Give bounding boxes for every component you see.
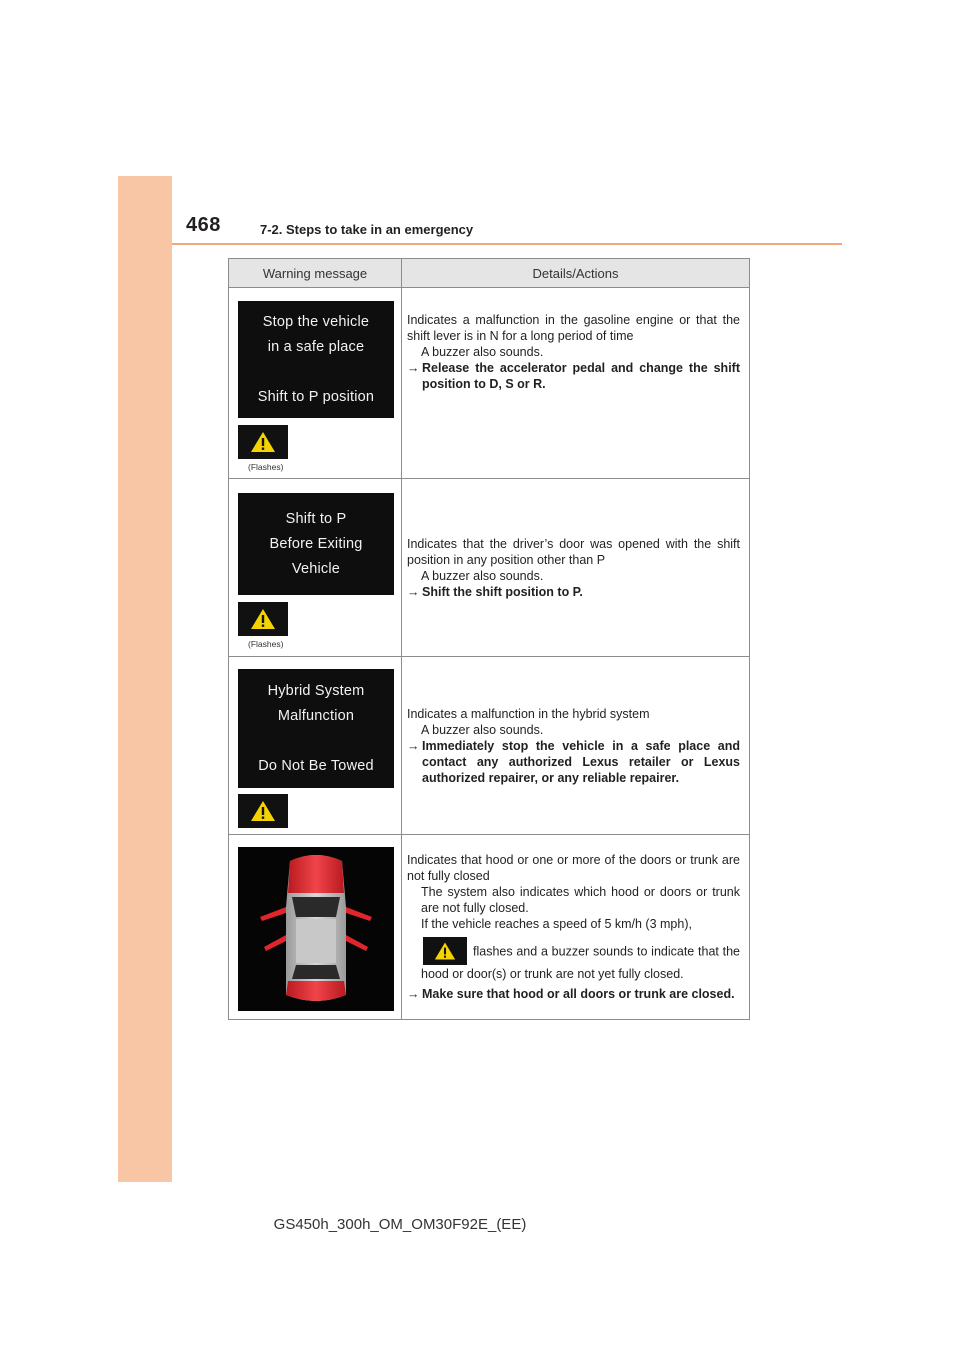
flash-label: (Flashes) <box>248 639 284 649</box>
flash-label: (Flashes) <box>248 462 284 472</box>
header-details-actions: Details/Actions <box>402 259 750 288</box>
header-warning-message: Warning message <box>229 259 402 288</box>
details-cell <box>402 288 750 479</box>
screen-line: Vehicle <box>291 560 341 577</box>
description: Indicates that the driver’s door was opened with the shift position in any position other than P <box>407 536 740 567</box>
warning-message-table <box>228 258 750 1020</box>
screen-line: Malfunction <box>277 707 355 724</box>
warning-indicator <box>238 602 288 636</box>
note-text: If the vehicle reaches a speed of 5 km/h (3 mph), <box>421 917 692 931</box>
note <box>407 916 740 982</box>
note: A buzzer also sounds. <box>421 722 544 737</box>
description: Indicates that hood or one or more of the doors or trunk are not fully closed <box>407 853 740 883</box>
screen-line: Shift to P position <box>257 388 375 405</box>
action-text: Immediately stop the vehicle in a safe place and contact any authorized Lexus retailer or Lexus authorized repairer, or any reliable repairer. <box>422 738 740 785</box>
action <box>407 584 740 600</box>
car-open-doors-icon <box>238 847 394 1011</box>
screen-line: in a safe place <box>267 338 365 355</box>
note: The system also indicates which hood or doors or trunk are not fully closed. <box>421 885 740 915</box>
arrow-icon: → <box>407 361 420 375</box>
car-open-doors-display <box>238 847 394 1011</box>
warning-triangle-icon <box>250 431 276 453</box>
details-cell <box>402 657 750 835</box>
arrow-icon: → <box>407 738 420 753</box>
side-tab-strip <box>118 176 172 1182</box>
arrow-icon: → <box>407 584 420 599</box>
page-number: 468 <box>186 214 221 236</box>
action-text: Make sure that hood or all doors or trunk are closed. <box>422 987 735 1001</box>
table-row <box>229 479 750 657</box>
note-text: flashes and a buzzer sounds to indicate that the hood or door(s) or trunk are not yet fully closed. <box>421 944 740 981</box>
details-cell <box>402 479 750 657</box>
table-header-row <box>229 259 750 288</box>
section-title: 7-2. Steps to take in an emergency <box>260 222 474 237</box>
footer-manual-code: GS450h_300h_OM_OM30F92E_(EE) <box>273 1216 527 1233</box>
display-screen <box>238 301 394 418</box>
action <box>407 986 740 1002</box>
warning-indicator <box>423 937 467 965</box>
warning-message-cell <box>229 479 402 657</box>
display-screen <box>238 669 394 788</box>
screen-line: Stop the vehicle <box>262 313 370 330</box>
screen-line: Before Exiting <box>269 535 363 552</box>
note: A buzzer also sounds. <box>421 568 544 583</box>
screen-line: Shift to P <box>285 510 347 527</box>
action-text: Shift the shift position to P. <box>422 584 583 599</box>
note: A buzzer also sounds. <box>421 345 544 359</box>
warning-triangle-icon <box>434 941 456 961</box>
details-cell <box>402 835 750 1020</box>
screen-line: Hybrid System <box>267 682 365 699</box>
header-rule <box>172 243 842 245</box>
warning-indicator <box>238 794 288 828</box>
warning-message-cell <box>229 657 402 835</box>
warning-message-cell <box>229 288 402 479</box>
screen-line: Do Not Be Towed <box>258 757 374 774</box>
action <box>407 738 740 786</box>
action <box>407 360 740 392</box>
table-row <box>229 657 750 835</box>
description: Indicates a malfunction in the hybrid system <box>407 706 650 721</box>
table-row <box>229 835 750 1020</box>
warning-indicator <box>238 425 288 459</box>
display-screen <box>238 493 394 595</box>
description: Indicates a malfunction in the gasoline engine or that the shift lever is in N for a long period of time <box>407 313 740 343</box>
action-text: Release the accelerator pedal and change the shift position to D, S or R. <box>422 361 740 391</box>
arrow-icon: → <box>407 987 420 1001</box>
warning-message-cell <box>229 835 402 1020</box>
warning-triangle-icon <box>250 800 276 822</box>
warning-triangle-icon <box>250 608 276 630</box>
table-row <box>229 288 750 479</box>
